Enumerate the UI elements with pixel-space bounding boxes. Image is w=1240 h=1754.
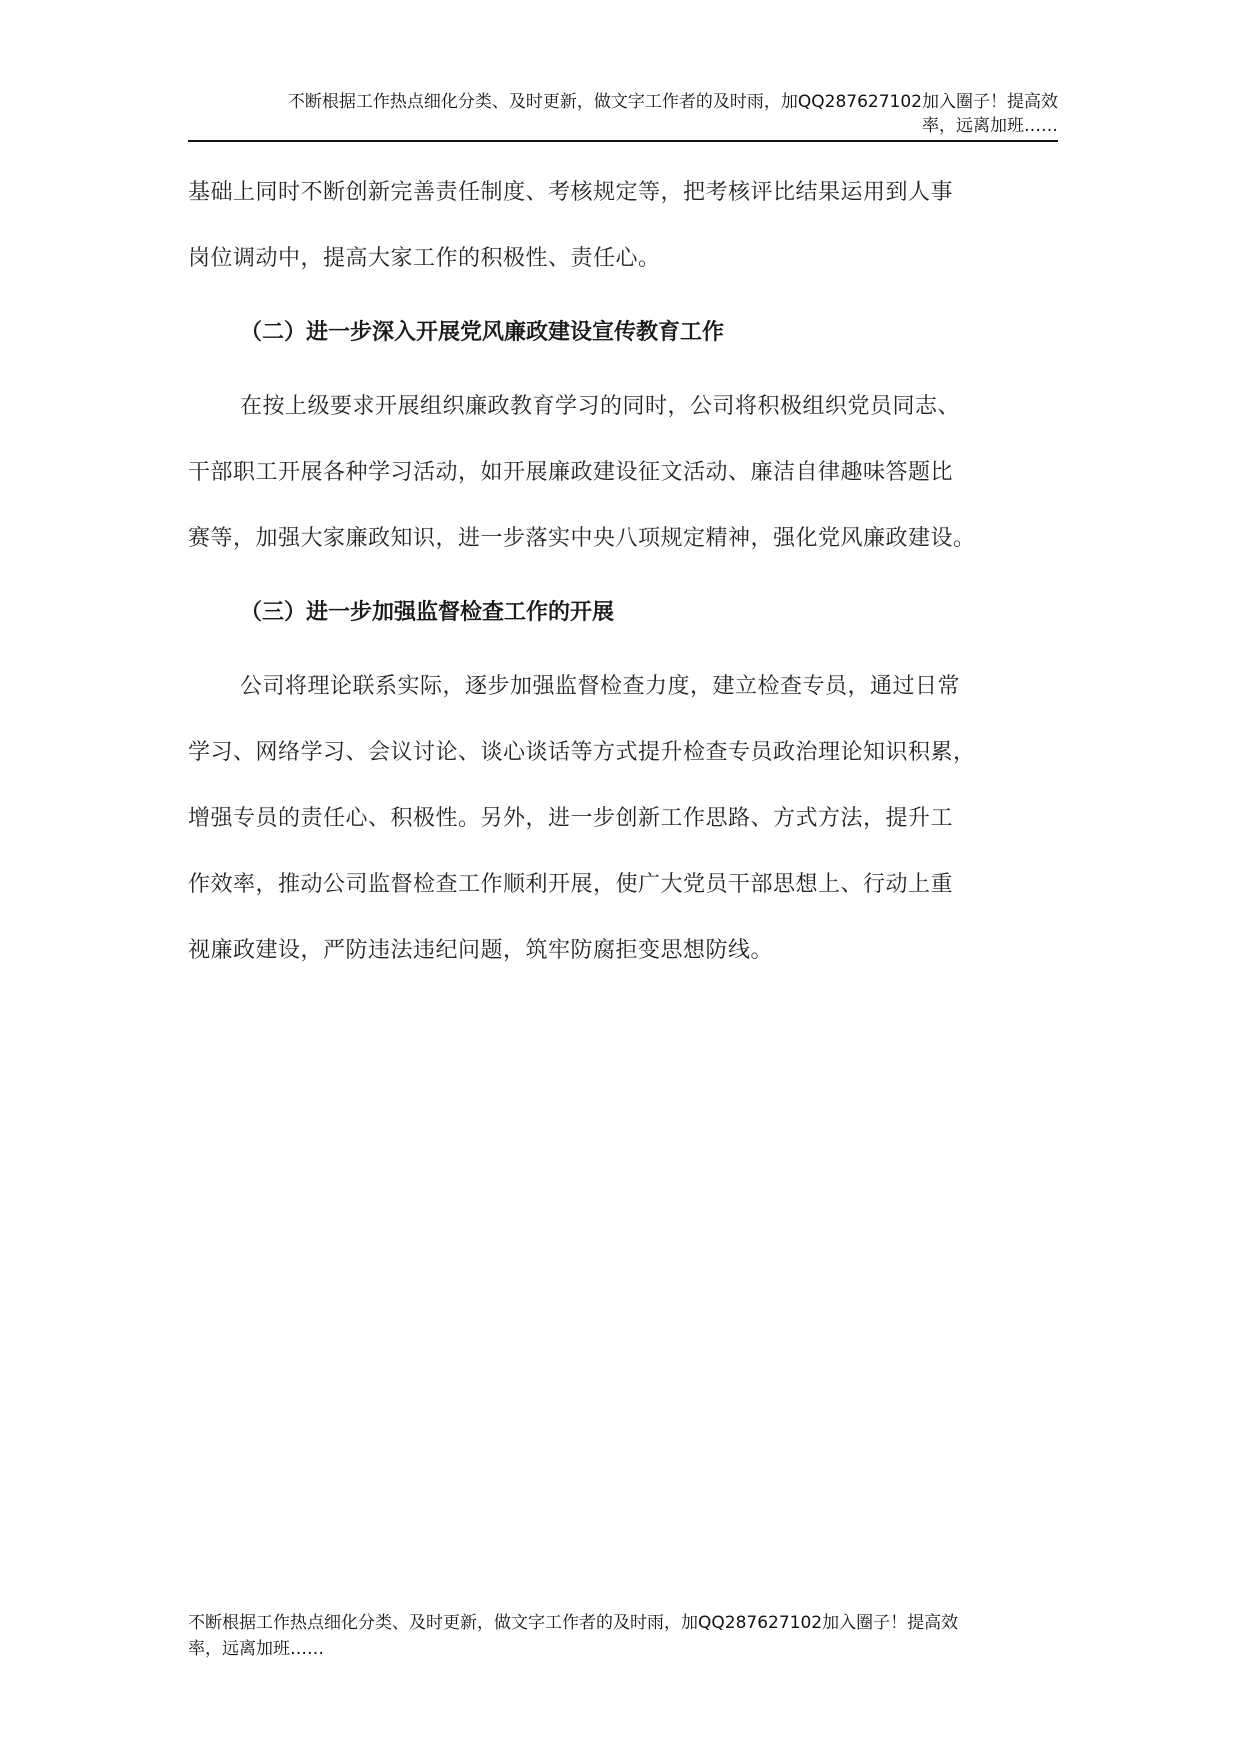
header-line-2: 率，远离加班……: [922, 116, 1058, 136]
page-footer: [188, 1610, 1068, 1662]
paragraph-line: 学习、网络学习、会议讨论、谈心谈话等方式提升检查专员政治理论知识积累，: [188, 740, 976, 765]
paragraph-line: 干部职工开展各种学习活动，如开展廉政建设征文活动、廉洁自律趣味答题比: [188, 460, 954, 485]
footer-line-1: 不断根据工作热点细化分类、及时更新，做文字工作者的及时雨，加QQ287627102加入圈子！提高效: [188, 1613, 959, 1633]
page-header: [188, 90, 1058, 142]
paragraph-line: 视廉政建设，严防违法违纪问题，筑牢防腐拒变思想防线。: [188, 938, 774, 963]
section-3-paragraph: [188, 654, 1068, 984]
section-heading-3: （三）进一步加强监督检查工作的开展: [240, 600, 615, 625]
paragraph-line: 赛等，加强大家廉政知识，进一步落实中央八项规定精神，强化党风廉政建设。: [188, 526, 976, 551]
paragraph-line: 基础上同时不断创新完善责任制度、考核规定等，把考核评比结果运用到人事: [188, 180, 954, 205]
section-2-paragraph: [188, 374, 1068, 572]
paragraph-line: 增强专员的责任心、积极性。另外，进一步创新工作思路、方式方法，提升工: [188, 806, 954, 831]
paragraph-line: 作效率，推动公司监督检查工作顺利开展，使广大党员干部思想上、行动上重: [188, 872, 954, 897]
paragraph-line: 在按上级要求开展组织廉政教育学习的同时，公司将积极组织党员同志、: [240, 394, 961, 419]
header-line-1: 不断根据工作热点细化分类、及时更新，做文字工作者的及时雨，加QQ287627102加入圈子！提高效: [287, 92, 1058, 112]
intro-paragraph: [188, 160, 1068, 292]
section-heading-2: （二）进一步深入开展党风廉政建设宣传教育工作: [240, 320, 725, 345]
document-body: [188, 160, 1068, 984]
paragraph-line: 岗位调动中，提高大家工作的积极性、责任心。: [188, 246, 661, 271]
footer-line-2: 率，远离加班……: [188, 1639, 324, 1659]
paragraph-line: 公司将理论联系实际，逐步加强监督检查力度，建立检查专员，通过日常: [240, 674, 961, 699]
